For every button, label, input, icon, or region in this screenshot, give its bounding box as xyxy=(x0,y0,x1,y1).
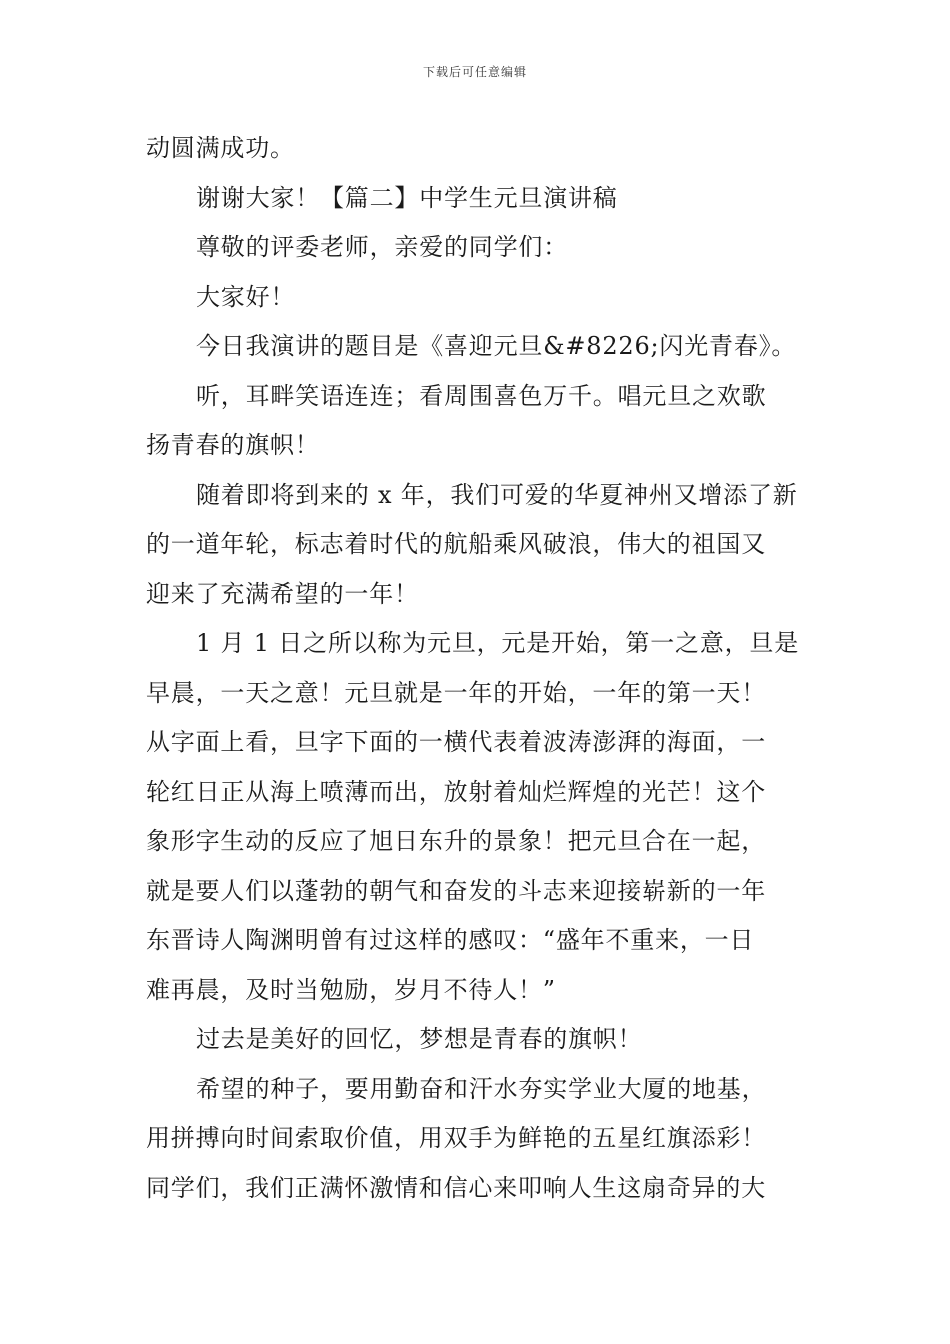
text-line: 随着即将到来的 x 年，我们可爱的华夏神州又增添了新 xyxy=(196,480,798,509)
text-line: 大家好！ xyxy=(196,282,296,311)
text-line: 迎来了充满希望的一年！ xyxy=(146,579,419,608)
text-line: 听，耳畔笑语连连；看周围喜色万千。唱元旦之欢歌 xyxy=(196,381,767,410)
text-line: 轮红日正从海上喷薄而出，放射着灿烂辉煌的光芒！这个 xyxy=(146,777,766,806)
text-line: 动圆满成功。 xyxy=(146,134,295,162)
document-body xyxy=(146,124,806,1213)
text-line: 的一道年轮，标志着时代的航船乘风破浪，伟大的祖国又 xyxy=(146,530,766,558)
page-header: 下载后可任意编辑 xyxy=(422,65,527,79)
text-line: 就是要人们以蓬勃的朝气和奋发的斗志来迎接崭新的一年 xyxy=(146,876,766,905)
text-line: 早晨，一天之意！元旦就是一年的开始，一年的第一天！ xyxy=(146,678,766,707)
text-line: 尊敬的评委老师，亲爱的同学们： xyxy=(196,233,568,261)
text-line: 扬青春的旗帜！ xyxy=(146,431,320,459)
text-line: 难再晨，及时当勉励，岁月不待人！” xyxy=(146,975,556,1004)
text-line: 从字面上看，旦字下面的一横代表着波涛澎湃的海面，一 xyxy=(146,728,766,756)
text-line: 1 月 1 日之所以称为元旦，元是开始，第一之意，旦是 xyxy=(196,629,800,657)
text-line: 今日我演讲的题目是《喜迎元旦&#8226;闪光青春》。 xyxy=(196,332,797,360)
text-line: 用拼搏向时间索取价值，用双手为鲜艳的五星红旗添彩！ xyxy=(146,1124,766,1152)
text-line: 象形字生动的反应了旭日东升的景象！把元旦合在一起， xyxy=(146,827,766,855)
text-line: 东晋诗人陶渊明曾有过这样的感叹：“盛年不重来，一日 xyxy=(146,926,755,954)
text-line: 希望的种子，要用勤奋和汗水夯实学业大厦的地基， xyxy=(196,1074,767,1103)
text-line: 同学们，我们正满怀激情和信心来叩响人生这扇奇异的大 xyxy=(146,1173,766,1202)
text-line: 谢谢大家！【篇二】中学生元旦演讲稿 xyxy=(196,183,618,212)
text-line: 过去是美好的回忆，梦想是青春的旗帜！ xyxy=(196,1025,643,1053)
